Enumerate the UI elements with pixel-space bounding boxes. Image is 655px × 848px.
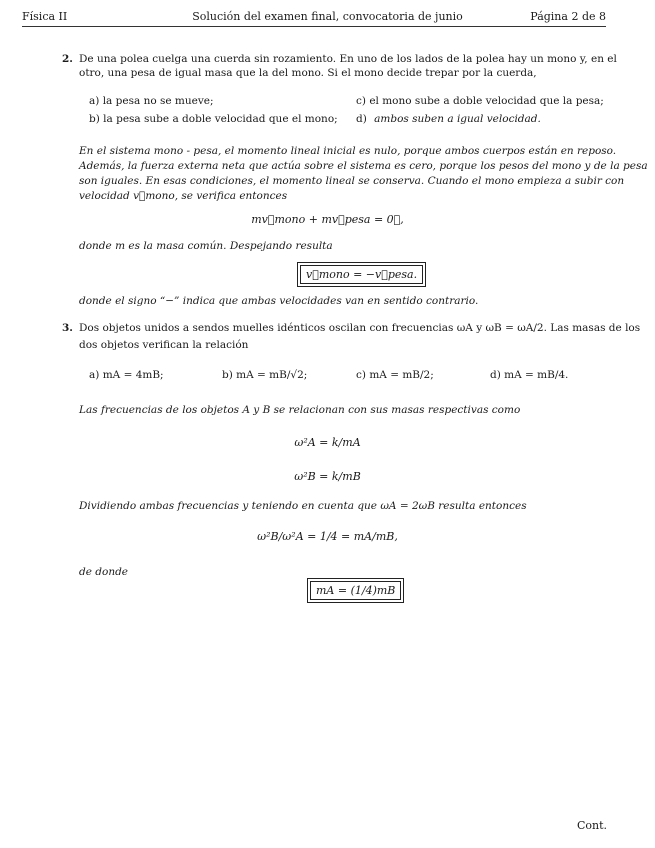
q2-solution-line5: donde m es la masa común. Despejando resulta <box>79 240 333 252</box>
q2-solution-line4: velocidad v⃗mono, se verifica entonces <box>79 190 288 202</box>
q3-equation-omega-a: ω²A = k/mA <box>294 436 361 449</box>
q2-option-d <box>356 111 541 127</box>
q2-option-a: a) la pesa no se mueve; <box>89 95 214 107</box>
q3-solution-line3: de donde <box>79 566 129 578</box>
q3-statement-line1: Dos objetos unidos a sendos muelles idénticos oscilan con frecuencias ωA y ωB = ωA/2. Las masas de los <box>79 322 641 334</box>
q2-result-box <box>297 262 426 287</box>
q3-result-box <box>307 578 404 603</box>
q3-equation-ratio: ω²B/ω²A = 1/4 = mA/mB, <box>257 530 398 543</box>
q2-option-d-text: ambos suben a igual velocidad. <box>374 113 541 125</box>
q2-result-equation: v⃗mono = −v⃗pesa. <box>300 265 423 284</box>
q2-solution-line1: En el sistema mono - pesa, el momento lineal inicial es nulo, porque ambos cuerpos están en reposo. <box>79 145 617 157</box>
q2-option-d-label: d) <box>356 113 367 125</box>
q2-solution-line2: Además, la fuerza externa neta que actúa sobre el sistema es cero, porque los pesos del mono y de la pesa <box>79 160 648 172</box>
q2-statement-line1: De una polea cuelga una cuerda sin rozamiento. En uno de los lados de la polea hay un mono y, en el <box>79 53 617 65</box>
q3-equation-omega-b: ω²B = k/mB <box>294 470 361 483</box>
q3-option-c: c) mA = mB/2; <box>356 369 434 381</box>
header-center: Solución del examen final, convocatoria de junio <box>192 10 463 23</box>
header-rule <box>22 26 606 27</box>
q2-number: 2. <box>62 53 73 65</box>
q3-number: 3. <box>62 322 73 334</box>
q3-option-a: a) mA = 4mB; <box>89 369 164 381</box>
header-right: Página 2 de 8 <box>530 10 606 23</box>
q3-option-d: d) mA = mB/4. <box>490 369 569 381</box>
q3-statement-line2: dos objetos verifican la relación <box>79 339 249 351</box>
q3-solution-line1: Las frecuencias de los objetos A y B se relacionan con sus masas respectivas como <box>79 404 521 416</box>
q3-solution-line2: Dividiendo ambas frecuencias y teniendo en cuenta que ωA = 2ωB resulta entonces <box>79 500 527 512</box>
q2-option-b: b) la pesa sube a doble velocidad que el mono; <box>89 113 338 125</box>
q2-equation-conservation: mv⃗mono + mv⃗pesa = 0⃗, <box>251 213 404 226</box>
continued-label: Cont. <box>577 819 608 832</box>
q2-option-c: c) el mono sube a doble velocidad que la pesa; <box>356 95 604 107</box>
q3-option-b: b) mA = mB/√2; <box>222 369 308 381</box>
header-left: Física II <box>22 10 68 23</box>
q2-statement-line2: otro, una pesa de igual masa que la del mono. Si el mono decide trepar por la cuerda, <box>79 67 537 79</box>
q3-result-equation: mA = (1/4)mB <box>310 581 401 600</box>
q2-solution-line3: son iguales. En esas condiciones, el momento lineal se conserva. Cuando el mono empieza a subir con <box>79 175 625 187</box>
q2-solution-line6: donde el signo “−” indica que ambas velocidades van en sentido contrario. <box>79 295 479 307</box>
